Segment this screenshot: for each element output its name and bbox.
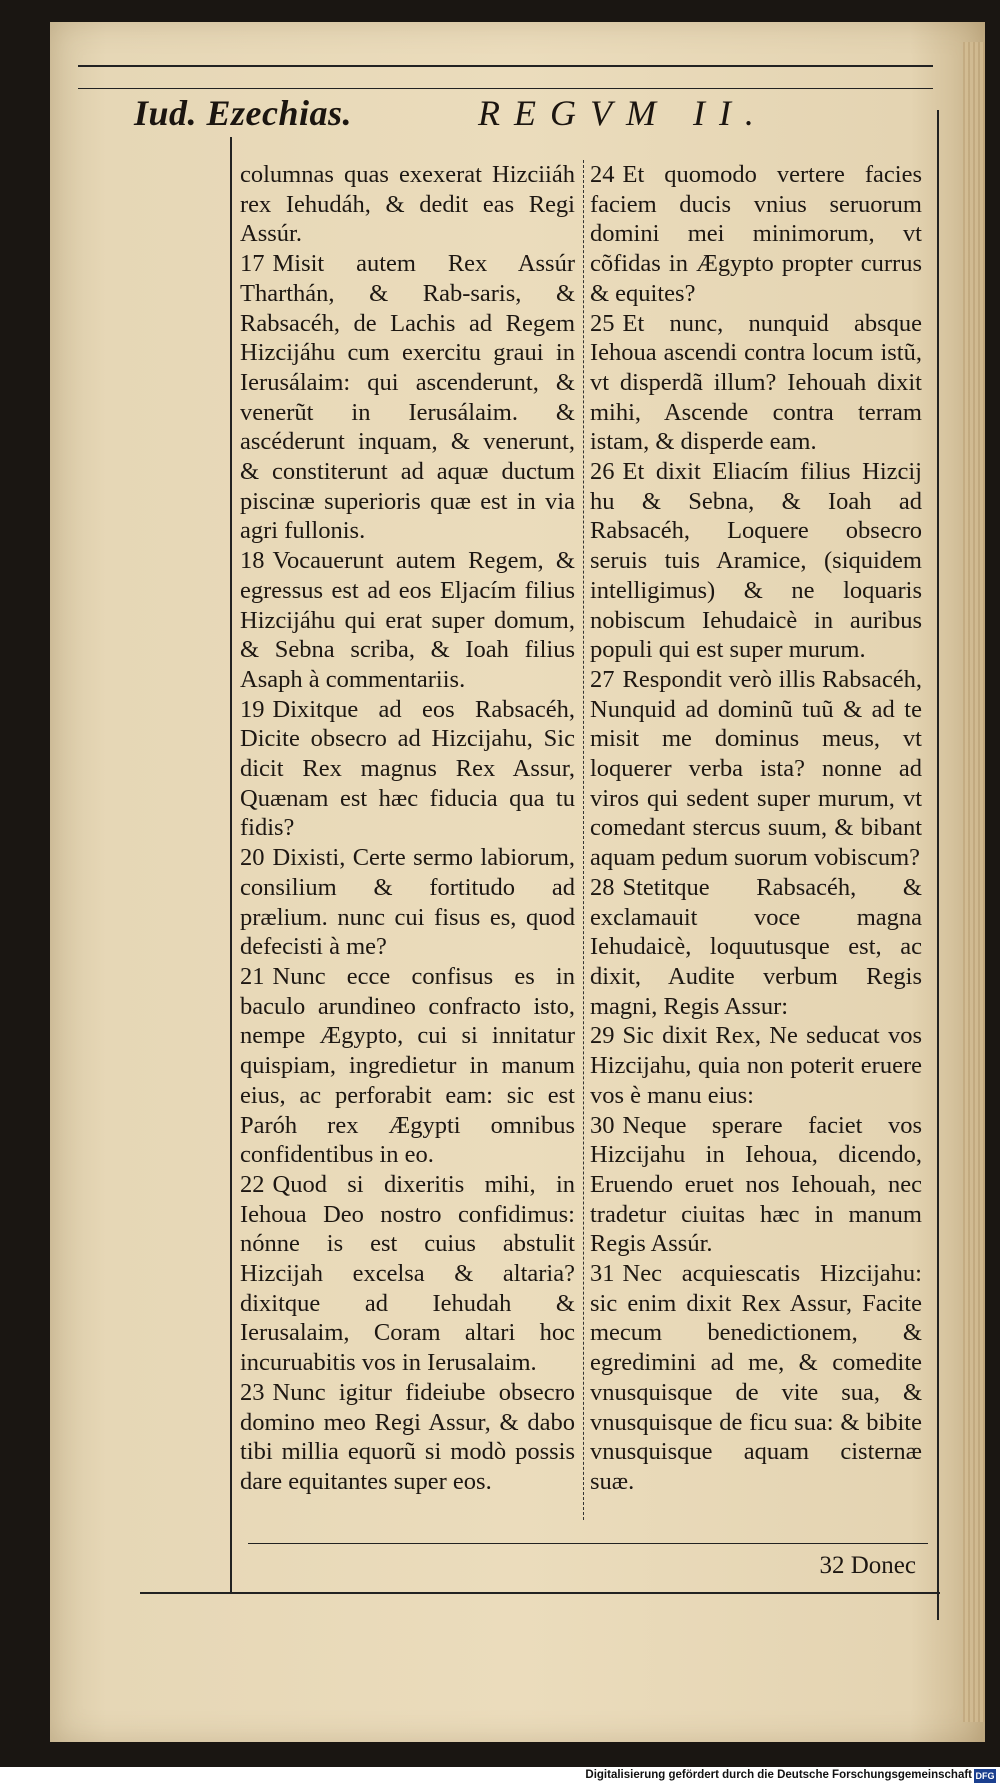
verse (590, 309, 922, 458)
verse (240, 1170, 575, 1378)
verse-number: 18 (240, 547, 265, 575)
top-rule-inner (78, 88, 933, 89)
verse-text: columnas quas exexerat Hizciiáh rex Iehudáh, & dedit eas Regi Assúr. (240, 161, 575, 248)
verse-text: Nec acquiescatis Hizcijahu: sic enim dixit Rex Assur, Facite mecum benedictionem, & egredimini ad me, & comedite vnusquisque de vite sua, & vnusquisque de ficu sua: & bibite vnusquisque aquam cisternæ suæ. (590, 1260, 922, 1495)
verse-text: Et quomodo vertere facies faciem ducis vnius seruorum domini mei minimorum, vt cõfidas in Ægypto propter currus & equites? (590, 161, 922, 307)
verse (240, 843, 575, 962)
verse-number: 27 (590, 665, 615, 693)
top-rule (78, 65, 933, 67)
digitization-credit: Digitalisierung gefördert durch die Deutsche Forschungsgemeinschaft (585, 1769, 972, 1781)
verse (240, 695, 575, 844)
verse-number: 28 (590, 873, 615, 901)
verse-text: Nunc ecce confisus es in baculo arundineo confracto isto, nempe Ægypto, cui si innitatur quispiam, ingredietur in manum eius, ac perforabit eam: sic est Paróh rex Ægypti omnibus confidentibus in eo. (240, 962, 575, 1169)
dfg-logo: DFG (975, 1771, 995, 1781)
verse-number: 19 (240, 695, 265, 723)
verse (240, 1378, 575, 1497)
verse-text: Quod si dixeritis mihi, in Iehoua Deo nostro confidimus: nónne is est cuius abstulit Hizcijah excelsa & altaria? dixitque ad Iehudah & Ierusalaim, Coram altari hoc incuruabitis vos in Ierusalaim. (240, 1170, 575, 1377)
verse-text: Stetitque Rabsacéh, & exclamauit voce magna Iehudaicè, loquutusque est, ac dixit, Audite verbum Regis magni, Regis Assur: (590, 873, 922, 1020)
verse-text: Dixisti, Certe sermo labiorum, consilium & fortitudo ad prælium. nunc cui fisus es, quod defecisti à me? (240, 844, 575, 961)
verse (240, 249, 575, 546)
verse (590, 457, 922, 665)
verse (240, 546, 575, 695)
verse-number: 30 (590, 1111, 615, 1139)
verse-number: 20 (240, 844, 265, 872)
verse (590, 873, 922, 1022)
right-text-column (590, 160, 922, 1530)
verse (590, 1021, 922, 1110)
verse-number: 21 (240, 962, 265, 990)
verse-text: Neque sperare faciet vos Hizcijahu in Iehoua, dicendo, Eruendo eruet nos Iehouah, nec tradetur ciuitas hæc in manum Regis Assúr. (590, 1111, 922, 1258)
verse-text: Sic dixit Rex, Ne seducat vos Hizcijahu, quia non poterit eruere vos è manu eius: (590, 1022, 922, 1109)
verse-number: 26 (590, 458, 615, 486)
running-head: Iud. Ezechias. (134, 93, 353, 133)
right-margin-rule (937, 110, 939, 1620)
verse-number: 24 (590, 161, 615, 188)
page-edge (963, 42, 985, 1722)
verse (240, 962, 575, 1170)
verse-number: 22 (240, 1170, 265, 1198)
verse-number: 25 (590, 309, 615, 337)
verse (590, 1111, 922, 1260)
verse (590, 1259, 922, 1497)
verse (590, 160, 922, 309)
catchword: 32 Donec (819, 1552, 916, 1579)
verse-text: Vocauerunt autem Regem, & egressus est ad eos Eljacím filius Hizcijáhu qui erat super domum, & Sebna scriba, & Ioah filius Asaph à commentariis. (240, 547, 575, 693)
verse-text: Respondit verò illis Rabsacéh, Nunquid ad dominũ tuũ & ad te misit me dominus meus, vt loquerer verba ista? nonne ad viros qui sedent super murum, vt comedant stercus suum, & bibant aquam pedum suorum vobiscum? (590, 665, 922, 872)
verse (240, 160, 575, 249)
verse-text: Dixitque ad eos Rabsacéh, Dicite obsecro ad Hizcijahu, Sic dicit Rex magnus Rex Assur, Quænam est hæc fiducia qua tu fidis? (240, 695, 575, 842)
verse-number: 29 (590, 1022, 615, 1050)
verse (590, 665, 922, 873)
verse-text: Misit autem Rex Assúr Tharthán, & Rab-saris, & Rabsacéh, de Lachis ad Regem Hizcijáhu cum exercitu graui in Ierusálaim: qui ascenderunt, & venerũt in Ierusálaim. & ascéderunt inquam, & venerunt, & constiterunt ad aquæ ductum piscinæ superioris quæ est in via agri fullonis. (240, 250, 575, 545)
left-margin-rule (230, 137, 232, 1592)
verse-text: Nunc igitur fideiube obsecro domino meo Regi Assur, & dabo tibi millia equorũ si modò possis dare equitantes super eos. (240, 1378, 575, 1495)
bottom-rule (248, 1543, 928, 1544)
book-title: REGVM II. (478, 93, 768, 133)
verse-number: 31 (590, 1260, 615, 1288)
bottom-rule-outer (140, 1592, 940, 1594)
left-text-column (240, 160, 575, 1530)
column-divider (583, 160, 584, 1520)
verse-text: Et dixit Eliacím filius Hizcij hu & Sebna, & Ioah ad Rabsacéh, Loquere obsecro seruis tuis Aramice, (siquidem intelligimus) & ne loquaris nobiscum Iehudaicè in auribus populi qui est super murum. (590, 458, 922, 664)
verse-number: 17 (240, 250, 265, 278)
verse-number: 23 (240, 1378, 265, 1406)
page-header (78, 92, 928, 140)
verse-text: Et nunc, nunquid absque Iehoua ascendi contra locum istũ, vt disperdã illum? Iehouah dixit mihi, Ascende contra terram istam, & disperde eam. (590, 309, 922, 456)
